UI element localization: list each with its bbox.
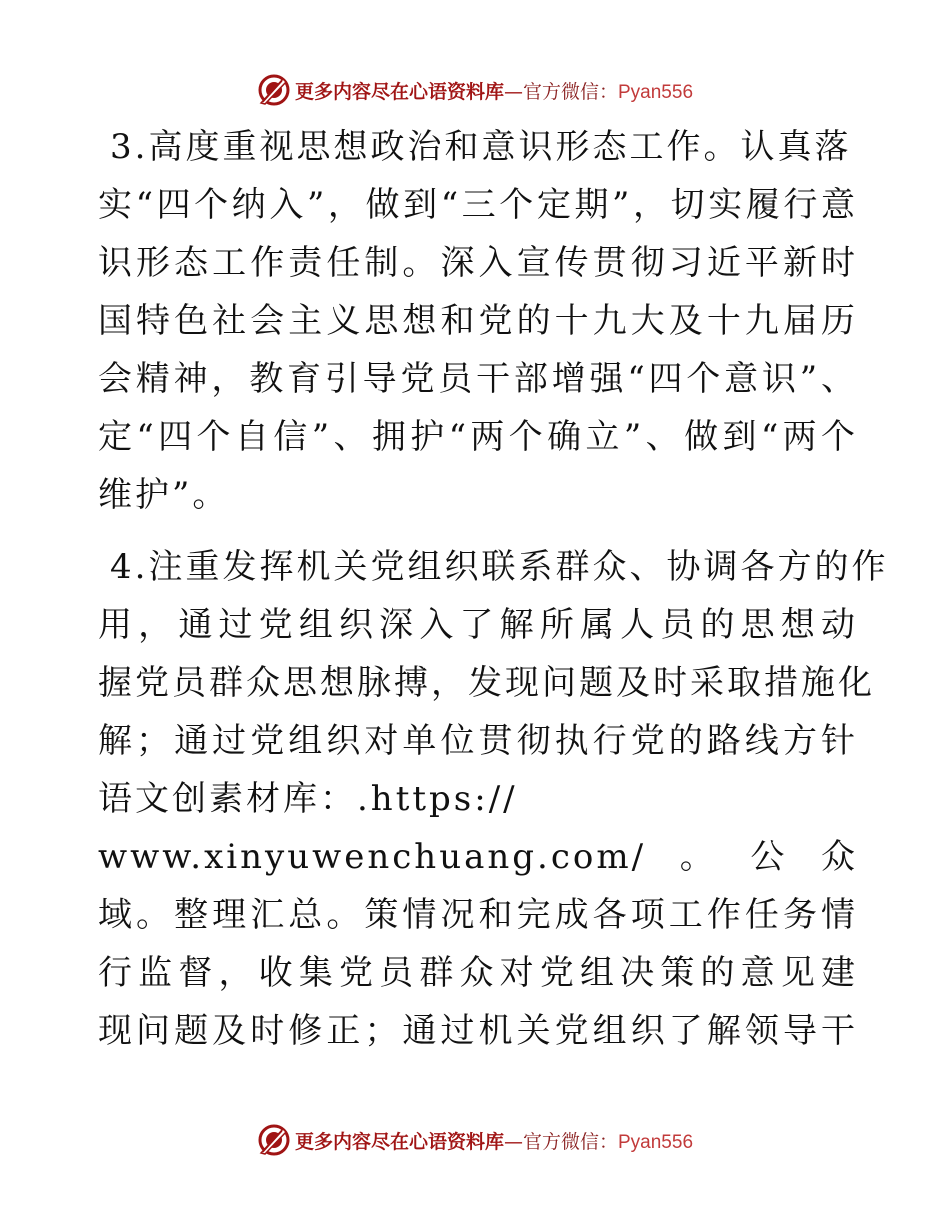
text-line: 用，通过党组织深入了解所属人员的思想动 xyxy=(98,605,858,645)
watermark-wechat-label: 官方微信： xyxy=(522,1130,618,1153)
watermark-text xyxy=(295,77,693,104)
text-line: 国特色社会主义思想和党的十九大及十九届历 xyxy=(98,301,858,341)
header-watermark-banner xyxy=(0,68,950,112)
text-line: 实“四个纳入”，做到“三个定期”，切实履行意 xyxy=(98,185,858,225)
text-line: 现问题及时修正；通过机关党组织了解领导干 xyxy=(98,1011,858,1051)
paragraph-3 xyxy=(98,118,858,524)
text-line: 行监督，收集党员群众对党组决策的意见建 xyxy=(98,953,858,993)
watermark-site-name: 更多内容尽在心语资料库 xyxy=(294,1130,504,1153)
document-body xyxy=(98,118,889,1060)
watermark-wechat-id: Pyan556 xyxy=(618,81,694,103)
watermark-wechat-id: Pyan556 xyxy=(618,1131,694,1153)
quill-logo-icon xyxy=(257,1123,291,1157)
text-line: 握党员群众思想脉搏，发现问题及时采取措施化 xyxy=(98,663,875,703)
text-line: 识形态工作责任制。深入宣传贯彻习近平新时 xyxy=(98,243,858,283)
text-line: 维护”。 xyxy=(98,475,230,515)
paragraph-4 xyxy=(98,538,889,1060)
text-line-url: www.xinyuwenchuang.com/。公众 xyxy=(98,837,858,877)
watermark-dash: — xyxy=(503,1130,523,1153)
text-line: 定“四个自信”、拥护“两个确立”、做到“两个 xyxy=(98,417,858,457)
paragraph-gap xyxy=(98,524,858,538)
text-line: 解；通过党组织对单位贯彻执行党的路线方针 xyxy=(98,721,858,761)
watermark-wechat-label: 官方微信： xyxy=(522,80,618,103)
footer-watermark-banner xyxy=(0,1118,950,1162)
text-line: 语文创素材库：.https:// xyxy=(98,779,518,819)
text-line: 域。整理汇总。策情况和完成各项工作任务情 xyxy=(98,895,858,935)
quill-logo-icon xyxy=(257,73,291,107)
watermark-text xyxy=(295,1127,693,1154)
watermark-site-name: 更多内容尽在心语资料库 xyxy=(294,80,504,103)
text-line: 3.高度重视思想政治和意识形态工作。认真落 xyxy=(110,127,852,167)
text-line: 4.注重发挥机关党组织联系群众、协调各方的作 xyxy=(110,547,889,587)
text-line: 会精神，教育引导党员干部增强“四个意识”、 xyxy=(98,359,858,399)
watermark-dash: — xyxy=(503,80,523,103)
